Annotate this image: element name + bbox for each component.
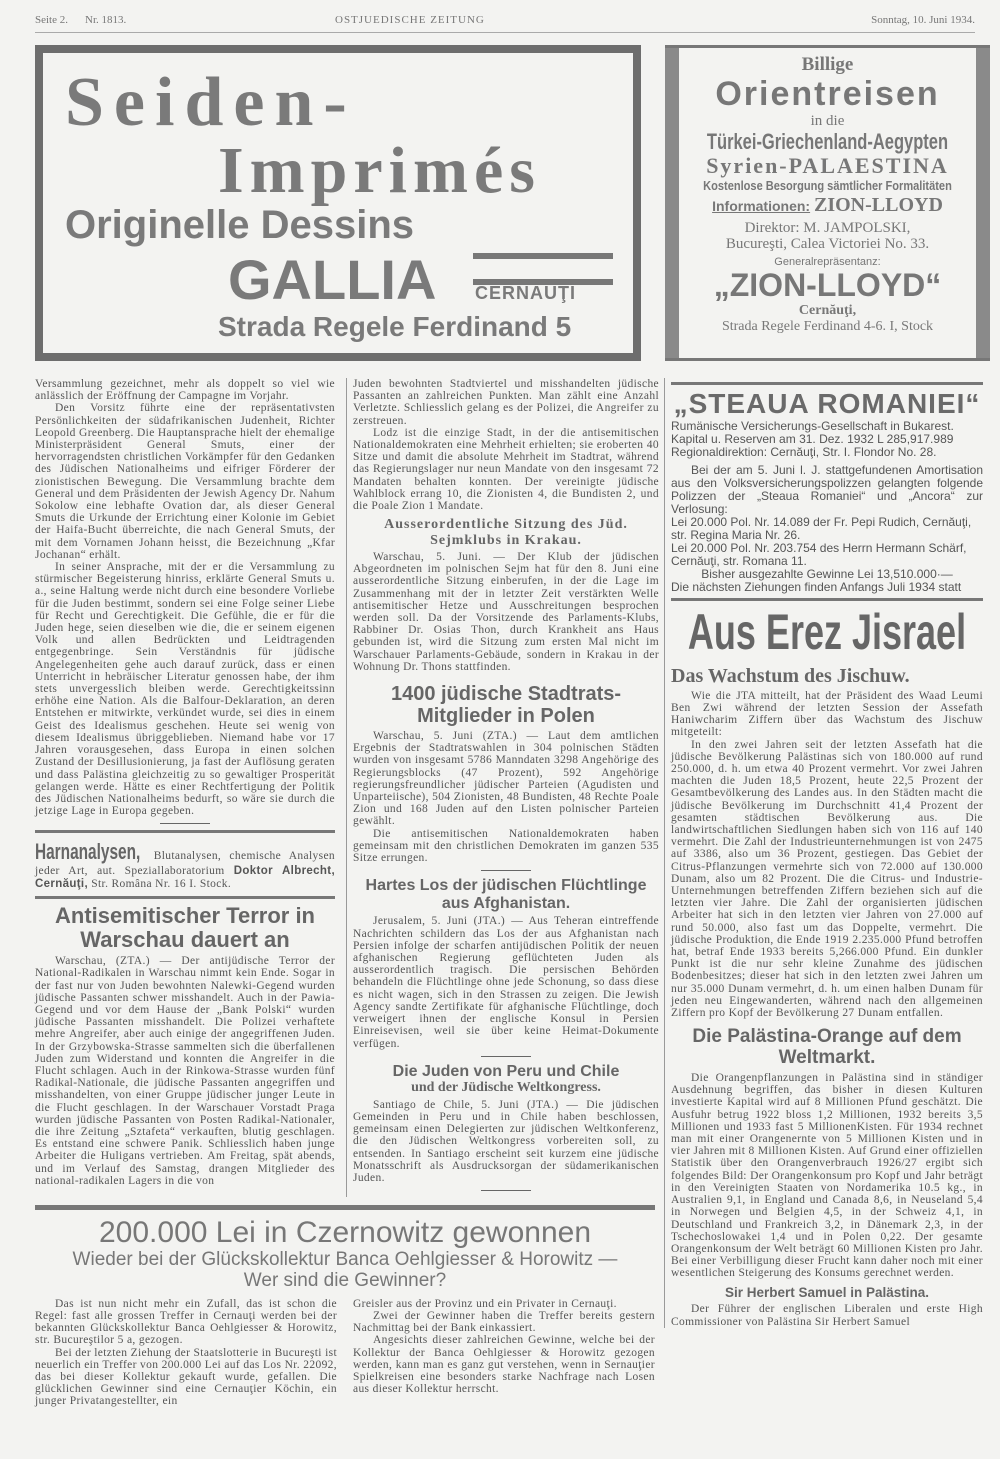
- ad-text: Regionaldirektion: Cernăuţi, Str. I. Flondor No. 28.: [671, 444, 937, 459]
- ad-line: ZION-LLOYD: [813, 193, 943, 216]
- ad-text: Lei 20.000 Pol. Nr. 14.089 der Fr. Pepi Rudich, Cernăuţi, str. Regina Maria Nr. 26.: [671, 514, 972, 542]
- ad-line: Syrien-PALAESTINA: [706, 153, 949, 179]
- article-headline: Die Palästina-Orange auf dem Weltmarkt.: [692, 1026, 962, 1069]
- ad-line: Originelle Dessins: [65, 203, 415, 247]
- zion-lloyd-advertisement: [665, 45, 990, 361]
- article-headline: Antisemitischer Terror in Warschau dauert an: [55, 902, 315, 952]
- article-headline: Ausserordentliche Sitzung des Jüd. Sejmklubs in Krakau.: [384, 517, 628, 548]
- ad-address: Strada Regele Ferdinand 5: [218, 311, 572, 342]
- ad-line: Seiden-: [65, 64, 357, 141]
- ad-decoration: [473, 253, 613, 285]
- ad-text: Die nächsten Ziehungen finden Anfangs Juli 1934 statt: [671, 579, 962, 594]
- divider: [160, 823, 210, 824]
- paragraph: Warschau, 5. Juni. — Der Klub der jüdischen Abgeordneten im polnischen Sejm hat für den 8. Juni eine ausserordentliche Sitzung einberufen, in der die Lage im Zusammenhang mit der in letzter Zeit verstärkten Welle antisemitischer Hetze und Ausschreitungen besprochen werden soll. Da der Vorsitzende des Parlaments-Klubs, Rabbiner Dr. Osias Thon, durch Krankheit ans Haus gebunden ist, wird die Sitzung zum ersten Mal nicht im Warschauer Parlaments-Gebäude, sondern in Krakau in der Wohnung Dr. Thons stattfinden.: [353, 551, 659, 673]
- article-headline: Hartes Los der jüdischen Flüchtlinge aus Afghanistan.: [365, 877, 647, 912]
- divider: [481, 1190, 531, 1191]
- issue-number: Nr. 1813.: [85, 14, 127, 26]
- issue-date: Sonntag, 10. Juni 1934.: [871, 14, 975, 26]
- ad-line: Direktor: M. JAMPOLSKI,: [744, 219, 911, 236]
- ad-brand: GALLIA: [228, 248, 437, 311]
- paragraph: Greisler aus der Provinz und ein Privater in Cernauţi.: [353, 1297, 617, 1310]
- divider: [35, 896, 335, 899]
- ad-title: Harnanalysen,: [35, 839, 141, 865]
- section-title: Aus Erez Jisrael: [687, 603, 967, 660]
- ad-title: „STEAUA ROMANIEI“: [673, 388, 981, 419]
- ad-line: Billige: [801, 54, 854, 75]
- ad-line: Strada Regele Ferdinand 4-6. I, Stock: [721, 318, 934, 334]
- divider: [481, 1056, 531, 1057]
- steaua-romaniei-advertisement: [671, 389, 983, 594]
- paragraph: Den Vorsitz führte eine der repräsentativsten Persönlichkeiten der südafrikanischen Judenheit, Richter Leopold Greenberg. Die Hauptansprache hielt der ehemalige Ministerpräsident General Smuts, einer der hervorragendsten christlichen Vorkämpfer für den Gedanken des Jüdischen Nationalheims und eifriger Förderer der zionistischen Bewegung. Die Versammlung brachte dem General und dem Präsidenten der Jewish Agency Dr. Nahum Sokolow eine lebhafte Ovation dar, als dieser General Smuts die Urkunde der Errichtung einer Kolonie im Gebiet der Haifa-Bucht überreichte, die nach General Smuts, der mit dem Vornamen Johann heisst, die Bezeichnung „Kfar Jochanan“ erhält.: [35, 402, 335, 561]
- paragraph: Warschau, 5. Juni (ZTA.) — Laut dem amtlichen Ergebnis der Stadtratswahlen in 304 polnischen Städten wurden von insgesamt 5786 Manndaten 3298 Angehörige des Regierungsblocks (47 Prozent), 592 Angehörige regierungsfreundlicher jüdischer Parteien (Agudisten und Unparteiische), 504 Zionisten, 48 Bundisten, 48 Rechte Poale Zion und 168 Juden auf den Listen polnischer Parteien gewählt.: [353, 730, 659, 828]
- column-2: [346, 378, 659, 1197]
- divider: [35, 830, 335, 833]
- article-subheadline: und der Jüdische Weltkongress.: [411, 1080, 601, 1096]
- paragraph: Zwei der Gewinner haben die Treffer bereits gestern Nachmittag bei der Bank einkassiert.: [353, 1309, 655, 1335]
- column-1: [35, 378, 335, 1187]
- paragraph: Versammlung gezeichnet, mehr als doppelt so viel wie anlässlich der Eröffnung der Campagne im Vorjahr.: [35, 378, 335, 403]
- header-divider: [35, 32, 975, 33]
- harnanalysen-advertisement: [35, 837, 335, 891]
- page-number: Seite 2.: [35, 14, 68, 26]
- article-headline: Die Juden von Peru und Chile: [392, 1062, 620, 1080]
- article-headline: Sir Herbert Samuel in Palästina.: [724, 1284, 930, 1300]
- ad-text: Str. Româna Nr. 16 I. Stock.: [91, 877, 232, 890]
- ad-line: Generalrepräsentanz:: [774, 255, 881, 268]
- divider: [671, 598, 983, 601]
- paragraph: Das ist nun nicht mehr ein Zufall, das ist schon die Regel: fast alle grossen Treffer in Cernauţi werden bei der bekannten Glückskollektur Banca Oehlgiesser & Horowitz, str. Bucureştilor 5 a, gezogen.: [35, 1297, 337, 1347]
- paragraph: Juden bewohnten Stadtviertel und misshandelten jüdische Passanten an zahlreichen Punkten. Man zählt eine Anzahl Verletzte. Schliesslich gelang es der Polizei, die Angreifer zu zerstreuen.: [353, 378, 659, 427]
- paragraph: In den zwei Jahren seit der letzten Assefath hat die jüdische Bevölkerung Palästinas sich von 180.000 auf rund 250.000, d. h. um etwa 40 Prozent vermehrt. Vor zwei Jahren machten die Juden 18,5 Prozent, heute 22,5 Prozent der Gesamtbevölkerung des Landes aus. In den Städten macht die jüdische Bevölkerung im Durchschnitt 41,4 Prozent der gesamten städtischen Bevölkerung aus. Die landwirtschaftlichen Siedlungen haben sich von 116 auf 140 vermehrt. Die Zahl der Industrieunternehmungen ist von 2475 auf 3386, also um 36 Prozent, gestiegen. Das Gebiet der Citrus-Pflanzungen vermehrte sich von 72.000 auf 130.000 Dunam, also um 82 Prozent. Die die Citrus- und Industrie-Unternehmungen betreffenden Ziffern beziehen sich auf die letzten vier Jahre. Die Zahl der organisierten jüdischen Arbeiter hat sich in den letzten vier Jahren von 27.000 auf rund 50.000, also fast um das Doppelte, vermehrt. Die jüdische Produktion, die Ende 1919 2.235.000 Pfund betroffen hat, betraf Ende 1933 bereits 5,266.000 Pfund. Ein dunkler Punkt ist die nur sehr kleine Zunahme des jüdischen Bodenbesitzes; dieser hat sich in den letzten zwei Jahren um nur 35.000 Dunam vermehrt, d. h. um einen halben Dunam für jeden neu Eingewanderten, während nach den allgemeinen Ziffern pro Kopf der Bevölkerung 27 Dunam entfallen.: [671, 738, 983, 1020]
- gallia-advertisement: [35, 45, 641, 361]
- paragraph: Bei der letzten Ziehung der Staatslotterie in Bucureşti ist neuerlich ein Treffer von 200.000 Lei auf das Los Nr. 22092, das bei dieser Kollektur gekauft wurde, gefallen. Die glücklichen Gewinner sind eine Cernauţier Köchin, ein junger Privatangestellter, ein: [35, 1346, 337, 1408]
- article-headline: Das Wachstum des Jischuw.: [671, 664, 910, 687]
- paragraph: Jerusalem, 5. Juni (JTA.) — Aus Teheran eintreffende Nachrichten schildern das Los der aus Afghanistan nach Persien infolge der scharfen antijüdischen Politik der neuen afghanischen Regierung geflüchteten Juden als ausserordentlich tragisch. Die persischen Behörden behandeln die Flüchtlinge ohne jede Schonung, so dass diese es nicht wagen, sich in den Strassen zu zeigen. Die Jewish Agency sandte Zertifikate für afghanische Flüchtlinge, doch verweigert ihnen der englische Konsul in Persien Einreisevisen, weil sie über keine Heimat-Dokumente verfügen.: [353, 915, 659, 1050]
- divider: [671, 382, 983, 385]
- ad-text: Blutanalysen, chemische Analysen jeder Art, aut. Speziallaboratorium: [35, 850, 335, 878]
- page-header: [35, 14, 975, 28]
- ad-line: „ZION-LLOYD“: [713, 266, 942, 303]
- ad-line: Bucureşti, Calea Victoriei No. 33.: [725, 236, 930, 253]
- ad-text: Bisher ausgezahlte Gewinne Lei 13,510.000·—: [701, 566, 953, 581]
- paragraph: Wie die JTA mitteilt, hat der Präsident des Waad Leumi Ben Zwi während der letzten Session der Assefath Haniwcharim Ziffern über das Wachstum des Jischuw mitgeteilt:: [671, 689, 983, 739]
- divider: [481, 870, 531, 871]
- ad-title: 200.000 Lei in Czernowitz gewonnen: [99, 1216, 591, 1249]
- ad-line: Türkei-Griechenland-Aegypten: [706, 128, 949, 154]
- ad-subtitle: Wer sind die Gewinner?: [243, 1269, 447, 1291]
- paragraph: Angesichts dieser zahlreichen Gewinne, welche bei der Kollektur der Banca Oehlgiesser & Horowitz gezogen werden, kann man es ganz gut verstehen, wenn in Sernauţier Spielkreisen eine besonders starke Nachfrage nach Losen aus dieser Kollektur herrscht.: [353, 1334, 655, 1396]
- paragraph: Die Orangenpflanzungen in Palästina sind in ständiger Ausdehnung begriffen, das bisher in diesen Kulturen investierte Kapital wird auf 8 Millionen Pfund geschätzt. Die Ausfuhr betrug 1922 bloss 1,2 Millionen, 1932 bereits 3,5 Millionen und 1933 fast 5 MillionenKisten. Für 1934 rechnet man mit einer Orangenernte von 5 Millionen Kisten und in vier Jahren mit 8 Millionen Kisten. Auf Grund einer offiziellen Statistik über den Orangenverbrauch 1926/27 ergibt sich folgendes Bild: Der Orangenkonsum pro Kopf und Jahr beträgt in den Vereinigten Staaten von Nordamerika 10.5 kg., in Australien 9,1, in England und Canada 8,6, in Neuseland 5,4 in Norwegen und Belgien 4,5, in der Schweiz 4,1, in Deutschland und Frankreich 3,2, in Dänemark 2,3, in der Tschechoslowakei 1,4 und in Polen 0,22. Der gesamte Orangenkonsum der Welt beträgt 60 Millionen Kisten pro Jahr. Bei einer Verbilligung dieser Frucht kann daher noch mit einer wesentlichen Steigerung des Konsums gerechnet werden.: [671, 1072, 983, 1280]
- lottery-advertisement: [35, 1205, 655, 1408]
- ad-subtitle: Wieder bei der Glückskollektur Banca Oehlgiesser & Horowitz —: [72, 1249, 618, 1270]
- paragraph: Lodz ist die einzige Stadt, in der die antisemitischen Nationaldemokraten eine Mehrheit erhielten; sie eroberten 40 Sitze und damit die absolute Mehrheit im Stadtrat, während das Regierungslager nur neun Mandate von den insgesamt 72 Mandaten behalten konnten. Der vereinigte jüdische Wahlblock errang 10, die Zionisten 4, die Bundisten 2, und die Poale Zion 1 Mandate.: [353, 426, 659, 513]
- ad-text: Lei 20.000 Pol. Nr. 203.754 des Herrn Hermann Schärf, Cernăuţi, str. Romana 11.: [671, 540, 967, 568]
- paragraph: Santiago de Chile, 5. Juni (JTA.) — Die jüdischen Gemeinden in Peru und in Chile haben beschlossen, gemeinsam einen Delegierten zur jüdischen Weltkonferenz, die den Jüdischen Weltkongress vorbereiten soll, zu entsenden. In Santiago erscheint seit kurzem eine jüdische Monatsschrift als Ausdrucksorgan der südamerikanischen Juden.: [353, 1098, 659, 1184]
- ad-text: Doktor Albrecht, Cernăuţi,: [35, 865, 335, 890]
- ad-text: Kapital u. Reserven am 31. Dez. 1932 L 285,917.989: [671, 431, 954, 446]
- article-headline: 1400 jüdische Stadtrats-Mitglieder in Polen: [390, 683, 622, 728]
- paragraph: Der Führer der englischen Liberalen und erste High Commissioner von Palästina Sir Herbert Samuel: [671, 1303, 983, 1328]
- paragraph: Die antisemitischen Nationaldemokraten haben gemeinsam mit den christlichen Demokraten im ganzen 535 Sitze errungen.: [353, 827, 659, 865]
- ad-text: Bei der am 5. Juni l. J. stattgefundenen Amortisation aus den Volksversicherungspolizzen gelangten folgende Polizzen der „Steaua Romaniei“ und „Ancora“ zur Verlosung:: [671, 462, 983, 516]
- ad-line: Informationen:: [712, 197, 811, 214]
- ad-line: in die: [810, 113, 845, 130]
- ad-line: Imprimés: [218, 134, 541, 207]
- ad-line: Kostenlose Besorgung sämtlicher Formalitäten: [703, 178, 952, 194]
- column-3: [664, 378, 983, 1328]
- ad-text: Rumänische Versicherungs-Gesellschaft in Bukarest.: [671, 418, 954, 433]
- ad-line: Cernăuţi,: [798, 303, 857, 319]
- newspaper-name: OSTJUEDISCHE ZEITUNG: [335, 14, 485, 26]
- paragraph: In seiner Ansprache, mit der er die Versammlung zu stürmischer Begeisterung hinriss, erklärte General Smuts u. a., seine Haltung werde nicht durch eine besondere Vorliebe für die Juden bestimmt, sondern sei eine Folge seiner Liebe für Recht und Gerechtigkeit. Die Gefühle, die er für die Juden hege, seien dieselben wie die, die er seinem eigenen Volk und allen Bedrückten und Leidtragenden entgegenbringe. Sein Verständnis für jüdische Angelegenheiten gehe auch darauf zurück, dass er einen Unterricht in hebräischer Literatur genossen habe, der ihm stets unvergesslich bleiben werde. Gerechtigkeitssinn erhöhe eine Nation. Als die Balfour-Deklaration, an deren Entstehen er mitwirkte, verkündet wurde, sei dies in einem Geist des Idealismus geschehen. Heute sei wenig von diesem Idealismus übriggeblieben. Niemand habe vor 17 Jahren vorausgesehen, dass Europa in einen solchen Zustand der Desillusionierung, ja fast der Auflösung geraten und dass Palästina gleichzeitig zu so gewaltiger Prosperität gelangen werde. Hätte es einer Rechtfertigung der Politik des Jüdischen Nationalheims bedurft, so wäre sie durch die jetzige Lage in Europa gegeben.: [35, 561, 335, 818]
- ad-city: CERNAUŢI: [475, 283, 576, 303]
- paragraph: Warschau, (ZTA.) — Der antijüdische Terror der National-Radikalen in Warschau nimmt kein Ende. Sogar in der fast nur von Juden bewohnten Nalewki-Gegend wurden jüdische Passanten schwer misshandelt. Auch in der Pawia-Gegend und vor dem Hause der „Bank Polski“ wurden jüdische Passanten misshandelt. Die Polizei verhaftete mehre Angreifer, aber auch einige der angegriffenen Juden. In der Grzybowska-Strasse sammelten sich die überfallenen Juden zum Widerstand und konnten die Angreifer in die Flucht schlagen. Auch in der Rinkowa-Strasse wurden fünf Radikal-Nationale, die jüdische Passanten angegriffen und misshandelten, von einer Gruppe jüdischer junger Leute in die Flucht geschlagen. In der Warschauer Vorstadt Praga wurden jüdische Passanten von Posten Radikal-Nationaler, die ihre Zeitung „Sztafeta“ verkauften, blutig geschlagen. Es entstand eine schwere Panik. Schliesslich haben junge Arbeiter die Huligans vertrieben. Am Freitag, spät abends, und im Verlauf des Samstag, drangen Mitglieder des national-radikalen Lagers in die von: [35, 955, 335, 1187]
- ad-line: Orientreisen: [715, 75, 940, 113]
